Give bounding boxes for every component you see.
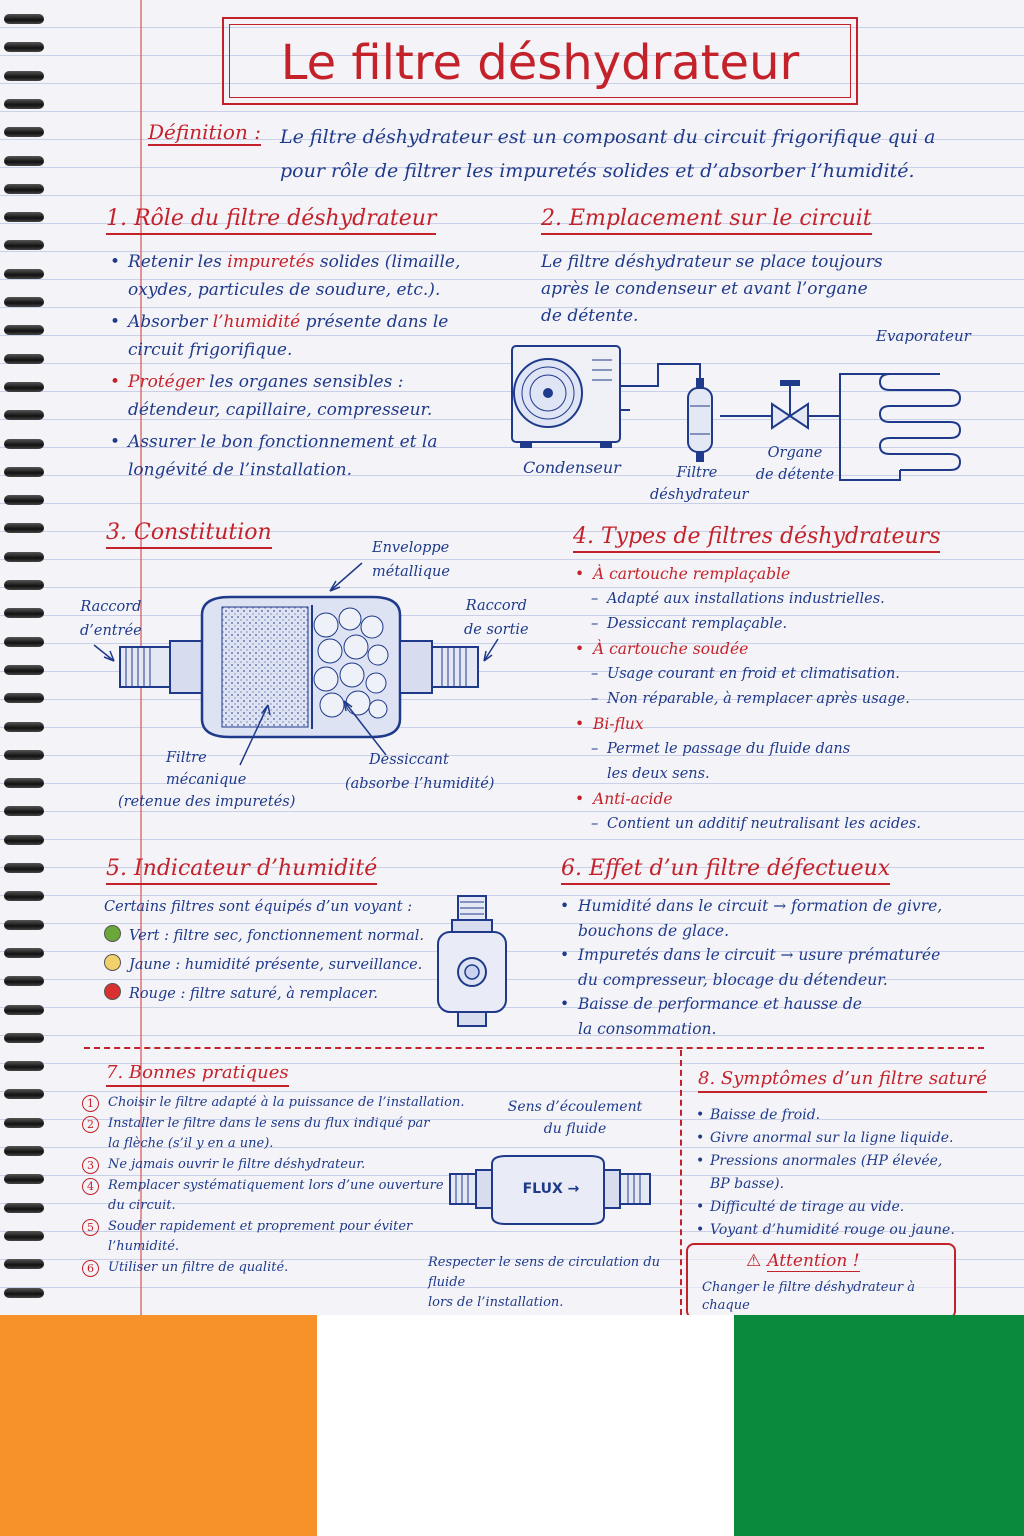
type-name: • Anti-acide	[573, 787, 993, 812]
spiral-ring	[4, 835, 44, 845]
type-name: • À cartouche soudée	[573, 637, 993, 662]
flow-note	[428, 1253, 678, 1313]
sight-glass-filter-icon	[430, 892, 514, 1032]
spiral-binding	[0, 0, 48, 1315]
indicator-state	[104, 922, 434, 951]
list-item: • Absorber l’humidité présente dans le circuit frigorifique.	[108, 308, 508, 364]
indicator-state	[104, 951, 434, 980]
title-box	[222, 17, 858, 105]
section-8-heading: 8. Symptômes d’un filtre saturé	[698, 1068, 987, 1093]
section-6-heading: 6. Effet d’un filtre défectueux	[561, 856, 890, 885]
section-1-list	[108, 248, 508, 484]
type-detail: – Usage courant en froid et climatisation.	[573, 662, 993, 687]
spiral-ring	[4, 382, 44, 392]
spiral-ring	[4, 863, 44, 873]
spiral-ring	[4, 693, 44, 703]
mechanical-filter-label-3: (retenue des impuretés)	[118, 794, 296, 810]
valve-label	[750, 442, 840, 486]
shell-label-1: Enveloppe	[372, 540, 450, 556]
outlet-label	[464, 594, 529, 642]
spiral-ring	[4, 976, 44, 986]
practice-item: 2 Installer le filtre dans le sens du flux indiqué par la flèche (s’il y en a une).	[82, 1114, 472, 1154]
mechanical-filter-label	[118, 747, 318, 813]
spiral-ring	[4, 184, 44, 194]
desiccant-label-2: (absorbe l’humidité)	[345, 776, 495, 792]
spiral-ring	[4, 99, 44, 109]
spiral-ring	[4, 1061, 44, 1071]
definition-label-text: Définition :	[148, 120, 261, 144]
list-item: • Impuretés dans le circuit → usure prématurée du compresseur, blocage du détendeur.	[558, 943, 998, 992]
spiral-ring	[4, 920, 44, 930]
spiral-ring	[4, 156, 44, 166]
evaporator-icon	[840, 374, 960, 480]
symptom-item: • Pressions anormales (HP élevée, BP basse).	[694, 1150, 984, 1196]
type-detail: – Dessiccant remplaçable.	[573, 612, 993, 637]
section-1-heading: 1. Rôle du filtre déshydrateur	[106, 206, 436, 235]
spiral-ring	[4, 637, 44, 647]
practice-item: 1 Choisir le filtre adapté à la puissance de l’installation.	[82, 1093, 472, 1113]
flow-label-2: du fluide	[543, 1121, 607, 1137]
desiccant-label-1: Dessiccant	[369, 752, 449, 768]
symptom-item: • Difficulté de tirage au vide.	[694, 1196, 984, 1219]
inlet-label	[80, 595, 142, 643]
item-number-icon: 3	[82, 1157, 99, 1174]
practice-item: 4 Remplacer systématiquement lors d’une ouverture du circuit.	[82, 1176, 472, 1216]
filter-label-1: Filtre	[676, 465, 718, 481]
section-2-line-2: après le condenseur et avant l’organe	[541, 279, 868, 299]
practice-item: 6 Utiliser un filtre de qualité.	[82, 1258, 472, 1278]
spiral-ring	[4, 523, 44, 533]
inlet-label-1: Raccord	[80, 599, 142, 615]
mechanical-filter-label-2: mécanique	[166, 772, 247, 788]
flag-stripe-orange	[0, 1315, 317, 1536]
outlet-label-2: de sortie	[464, 622, 529, 638]
list-item: • Baisse de performance et hausse de la consommation.	[558, 992, 998, 1041]
flag-stripe-green	[734, 1315, 1024, 1536]
shell-label	[372, 536, 450, 584]
indicator-state-name: Rouge	[129, 986, 176, 1002]
attention-box	[686, 1243, 956, 1319]
spiral-ring	[4, 1203, 44, 1213]
desiccant-label	[345, 748, 494, 796]
flow-direction-label	[505, 1096, 645, 1140]
section-8-list	[694, 1104, 984, 1242]
practice-item: 3 Ne jamais ouvrir le filtre déshydrateur.	[82, 1155, 472, 1175]
metal-shell-icon	[202, 597, 400, 737]
item-number-icon: 6	[82, 1260, 99, 1277]
definition-line-2: pour rôle de filtrer les impuretés solides et d’absorber l’humidité.	[280, 160, 915, 182]
spiral-ring	[4, 71, 44, 81]
spiral-ring	[4, 240, 44, 250]
indicator-state	[104, 980, 434, 1009]
section-4-list	[573, 562, 993, 837]
type-detail: les deux sens.	[607, 766, 710, 782]
indicator-dot-icon	[104, 954, 121, 971]
section-3-heading: 3. Constitution	[106, 520, 272, 549]
spiral-ring	[4, 778, 44, 788]
divider	[680, 1050, 682, 1315]
spiral-ring	[4, 891, 44, 901]
symptom-item: • Givre anormal sur la ligne liquide.	[694, 1127, 984, 1150]
spiral-ring	[4, 1288, 44, 1298]
section-2-heading: 2. Emplacement sur le circuit	[541, 206, 872, 235]
definition-label	[148, 120, 261, 144]
indicator-state-desc: : filtre sec, fonctionnement normal.	[159, 928, 424, 944]
filter-label	[650, 462, 749, 506]
practice-item: 5 Souder rapidement et proprement pour éviter l’humidité.	[82, 1217, 472, 1257]
spiral-ring	[4, 1231, 44, 1241]
filter-icon	[688, 378, 712, 462]
flow-note-2: lors de l’installation.	[428, 1295, 564, 1310]
spiral-ring	[4, 722, 44, 732]
spiral-ring	[4, 269, 44, 279]
flow-label-1: Sens d’écoulement	[507, 1099, 643, 1115]
section-2-text	[541, 249, 981, 330]
spiral-ring	[4, 665, 44, 675]
outlet-fitting-icon	[400, 641, 478, 693]
item-number-icon: 4	[82, 1178, 99, 1195]
indicator-states	[104, 922, 434, 1009]
spiral-ring	[4, 948, 44, 958]
spiral-ring	[4, 410, 44, 420]
condenser-label: Condenseur	[523, 458, 621, 477]
flag-stripe-white	[317, 1315, 734, 1536]
spiral-ring	[4, 1033, 44, 1043]
spiral-ring	[4, 580, 44, 590]
spiral-ring	[4, 127, 44, 137]
indicator-state-desc: : filtre saturé, à remplacer.	[175, 986, 378, 1002]
definition-text	[280, 120, 1000, 188]
list-item: • Assurer le bon fonctionnement et la longévité de l’installation.	[108, 428, 508, 484]
symptom-item: • Voyant d’humidité rouge ou jaune.	[694, 1219, 984, 1242]
item-number-icon: 5	[82, 1219, 99, 1236]
spiral-ring	[4, 750, 44, 760]
indicator-intro: Certains filtres sont équipés d’un voyant :	[104, 899, 413, 915]
indicator-state-name: Jaune	[129, 957, 171, 973]
spiral-ring	[4, 467, 44, 477]
section-4-heading: 4. Types de filtres déshydrateurs	[573, 524, 940, 553]
attention-title: ⚠ Attention !	[746, 1251, 860, 1271]
divider	[84, 1047, 984, 1049]
shell-label-2: métallique	[372, 564, 450, 580]
type-detail: – Non réparable, à remplacer après usage.	[573, 687, 993, 712]
valve-label-2: de détente	[755, 467, 835, 483]
item-number-icon: 1	[82, 1095, 99, 1112]
spiral-ring	[4, 212, 44, 222]
filter-label-2: déshydrateur	[650, 487, 749, 503]
spiral-ring	[4, 495, 44, 505]
list-item: • Humidité dans le circuit → formation de givre, bouchons de glace.	[558, 894, 998, 943]
spiral-ring	[4, 42, 44, 52]
list-item: • Protéger les organes sensibles : détendeur, capillaire, compresseur.	[108, 368, 508, 424]
flow-note-1: Respecter le sens de circulation du fluide	[428, 1255, 661, 1290]
definition-line-1: Le filtre déshydrateur est un composant du circuit frigorifique qui a	[280, 126, 936, 148]
type-detail: – Contient un additif neutralisant les acides.	[573, 812, 993, 837]
spiral-ring	[4, 1174, 44, 1184]
expansion-valve-icon	[772, 380, 808, 428]
flux-label: FLUX →	[522, 1181, 580, 1197]
outlet-label-1: Raccord	[465, 598, 527, 614]
warning-icon: ⚠	[746, 1251, 762, 1271]
spiral-ring	[4, 1005, 44, 1015]
type-name: • À cartouche remplaçable	[573, 562, 993, 587]
spiral-ring	[4, 439, 44, 449]
spiral-ring	[4, 608, 44, 618]
mechanical-filter-label-1: Filtre	[166, 750, 207, 766]
condenser-icon	[512, 346, 620, 448]
section-2-line-1: Le filtre déshydrateur se place toujours	[541, 252, 883, 272]
spiral-ring	[4, 1146, 44, 1156]
indicator-dot-icon	[104, 925, 121, 942]
inlet-fitting-icon	[120, 641, 202, 693]
type-name: • Bi-flux	[573, 712, 993, 737]
attention-line-1: Changer le filtre déshydrateur à chaque	[702, 1280, 915, 1313]
list-item: • Retenir les impuretés solides (limaille, oxydes, particules de soudure, etc.).	[108, 248, 508, 304]
section-6-list	[558, 894, 998, 1041]
valve-label-1: Organe	[767, 445, 823, 461]
spiral-ring	[4, 552, 44, 562]
indicator-state-desc: : humidité présente, surveillance.	[170, 957, 423, 973]
type-detail: – Permet le passage du fluide dans	[573, 737, 993, 762]
spiral-ring	[4, 14, 44, 24]
symptom-item: • Baisse de froid.	[694, 1104, 984, 1127]
type-detail: – Adapté aux installations industrielles.	[573, 587, 993, 612]
spiral-ring	[4, 1259, 44, 1269]
indicator-dot-icon	[104, 983, 121, 1000]
spiral-ring	[4, 1089, 44, 1099]
evaporator-label: Evaporateur	[876, 327, 971, 345]
spiral-ring	[4, 325, 44, 335]
section-5-heading: 5. Indicateur d’humidité	[106, 856, 377, 885]
spiral-ring	[4, 354, 44, 364]
indicator-state-name: Vert	[129, 928, 160, 944]
spiral-ring	[4, 297, 44, 307]
section-7-heading: 7. Bonnes pratiques	[106, 1062, 289, 1087]
item-number-icon: 2	[82, 1116, 99, 1133]
section-7-list	[82, 1093, 472, 1279]
spiral-ring	[4, 1118, 44, 1128]
section-2-line-3: de détente.	[541, 306, 639, 326]
page-title: Le filtre déshydrateur	[280, 35, 800, 91]
inlet-label-2: d’entrée	[80, 623, 142, 639]
spiral-ring	[4, 806, 44, 816]
